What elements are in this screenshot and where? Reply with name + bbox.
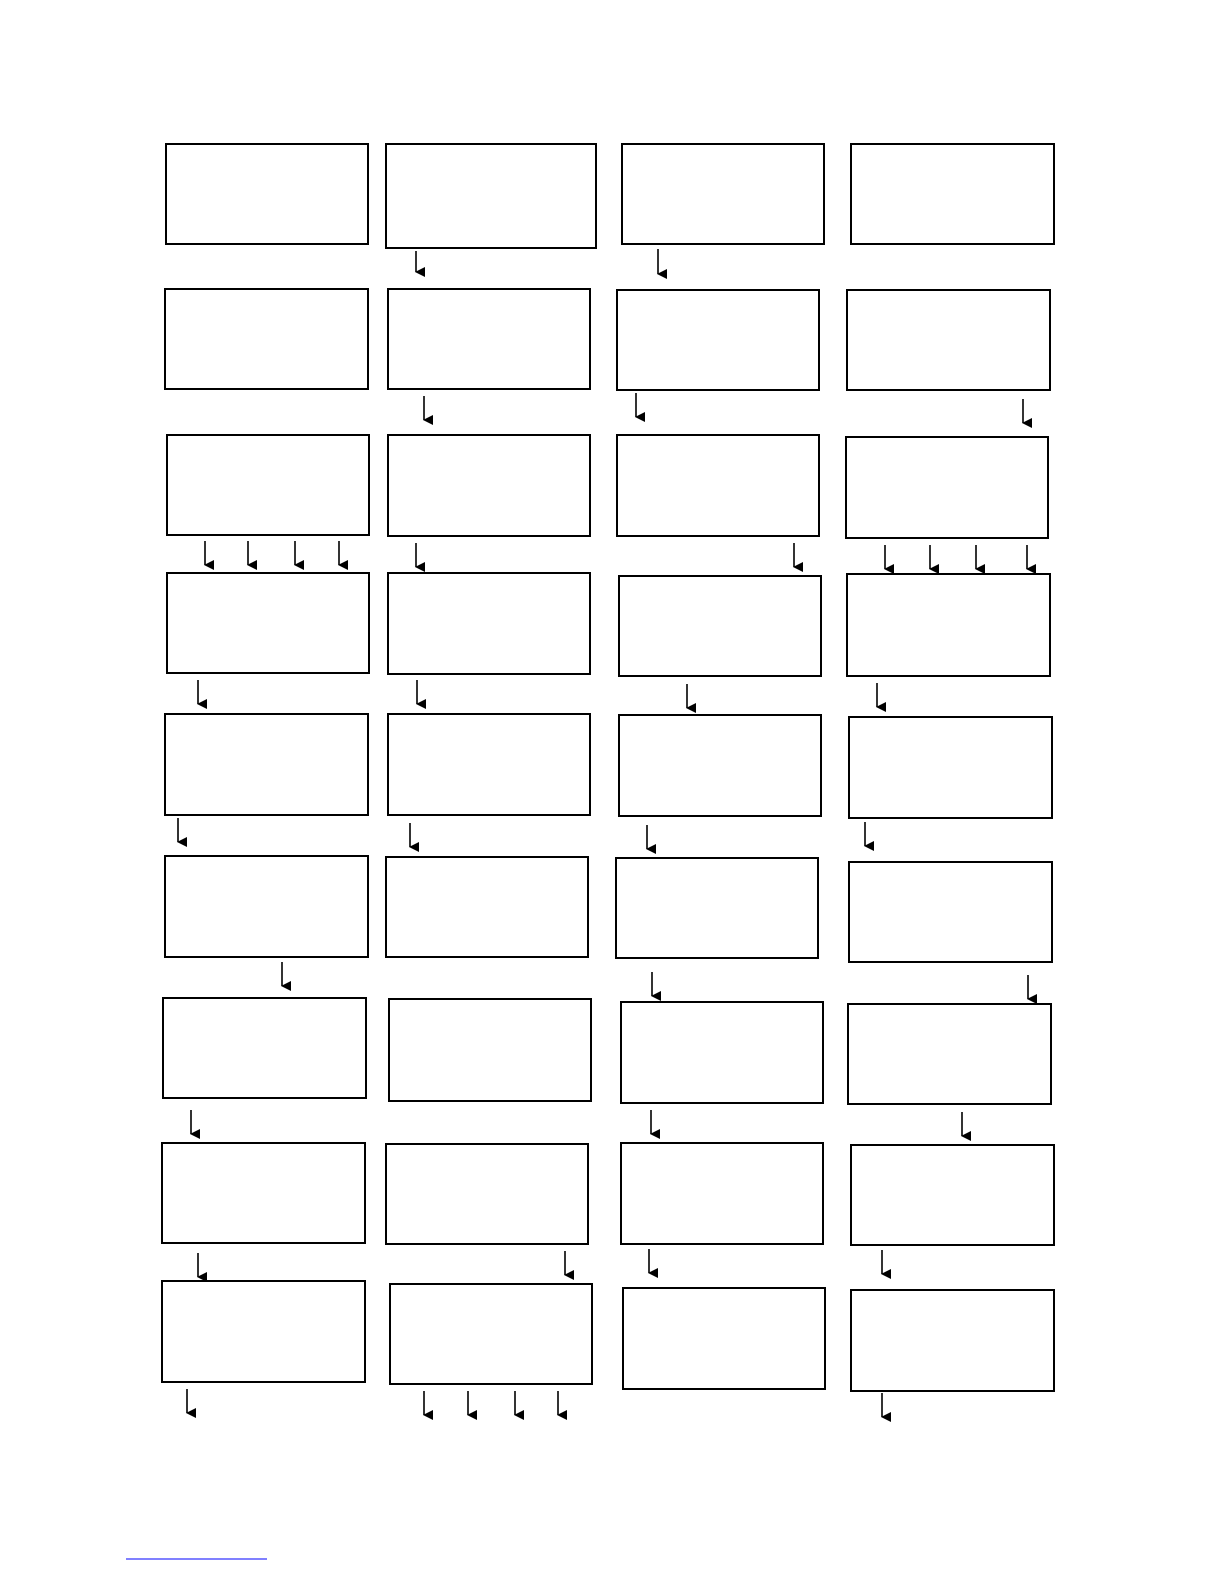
flow-box-34: [390, 1284, 592, 1384]
flow-box-5: [165, 289, 368, 389]
flow-box-29: [162, 1143, 365, 1243]
flow-box-19: [619, 715, 821, 816]
flow-box-32: [851, 1145, 1054, 1245]
flow-box-2: [386, 144, 596, 248]
flow-box-18: [388, 714, 590, 815]
flow-box-33: [162, 1281, 365, 1382]
flow-box-9: [167, 435, 369, 535]
flow-box-1: [166, 144, 368, 244]
flow-box-14: [388, 573, 590, 674]
flow-box-35: [623, 1288, 825, 1389]
flow-box-20: [849, 717, 1052, 818]
flow-box-16: [847, 574, 1050, 676]
flow-box-22: [386, 857, 588, 957]
flow-box-24: [849, 862, 1052, 962]
flow-box-26: [389, 999, 591, 1101]
flow-box-15: [619, 576, 821, 676]
flow-box-13: [167, 573, 369, 673]
flow-box-6: [388, 289, 590, 389]
boxes-layer: [162, 144, 1054, 1391]
flow-box-28: [848, 1004, 1051, 1104]
flow-box-30: [386, 1144, 588, 1244]
flow-box-8: [847, 290, 1050, 390]
flow-box-10: [388, 435, 590, 536]
flow-box-12: [846, 437, 1048, 538]
flow-box-3: [622, 144, 824, 244]
flow-box-23: [616, 858, 818, 958]
flow-box-27: [621, 1002, 823, 1103]
flow-box-36: [851, 1290, 1054, 1391]
flow-box-4: [851, 144, 1054, 244]
flow-box-21: [165, 856, 368, 957]
flow-box-17: [165, 714, 368, 815]
flow-box-31: [621, 1143, 823, 1244]
flow-box-7: [617, 290, 819, 390]
flow-box-25: [163, 998, 366, 1098]
flow-box-11: [617, 435, 819, 536]
